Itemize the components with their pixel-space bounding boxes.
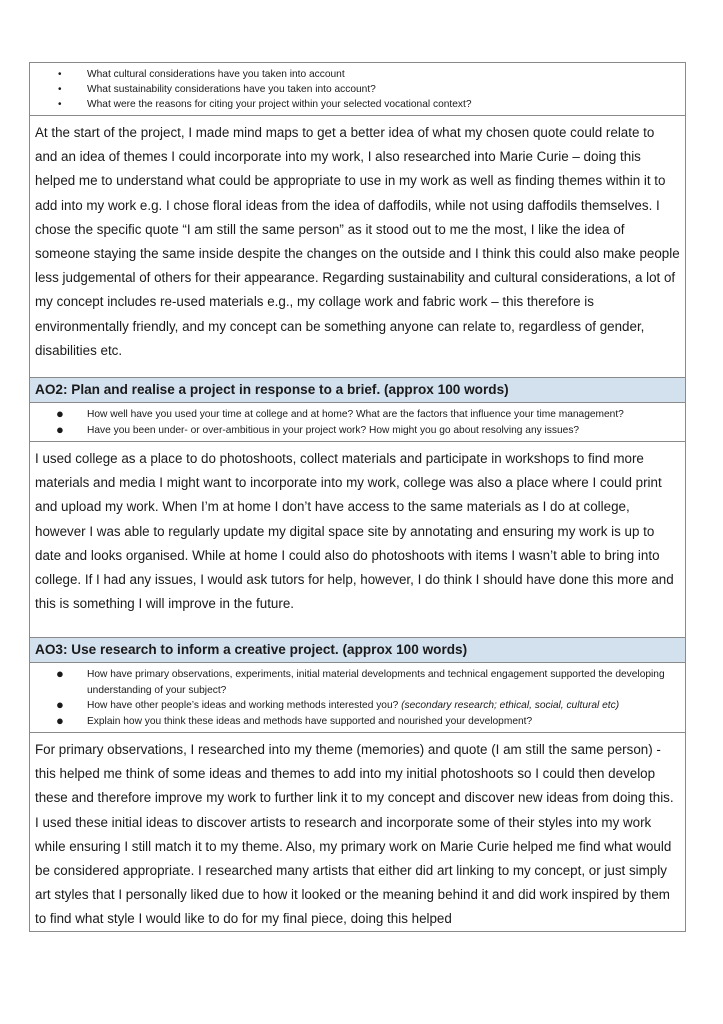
ao1-answer: At the start of the project, I made mind maps to get a better idea of what my chosen quote could relate to and an idea of themes I could incorporate into my work, I also researched into Marie Curie – doing this helped me to understand what could be appropriate to use in my work as well as finding themes within it to add into my work e.g. I chose floral ideas from the idea of daffodils, while not using daffodils themselves. I chose the specific quote “I am still the same person” as it stood out to me the most, I like the idea of someone staying the same inside despite the changes on the outside and I think this could also make people less judgemental of others for their appearance. Regarding sustainability and cultural considerations, a lot of my concept includes re-used materials e.g., my collage work and fabric work – this therefore is environmentally friendly, and my concept can be something anyone can relate to, regardless of gender, disabilities etc. bbox=[30, 116, 685, 378]
prompt-item: • What were the reasons for citing your project within your selected vocational context? bbox=[58, 99, 472, 110]
ao1-prompts bbox=[30, 63, 685, 116]
bullet-icon: • bbox=[58, 84, 62, 95]
prompt-item: ● How have primary observations, experiments, initial material developments and technical engagement supported the developing understanding of your subject? bbox=[56, 666, 665, 696]
ao3-answer: For primary observations, I researched into my theme (memories) and quote (I am still the same person) - this helped me think of some ideas and themes to add into my initial photoshoots so I could then develop these and therefore improve my work to further link it to my concept and discover new ideas from doing this. I used these initial ideas to discover artists to research and incorporate some of their styles into my work while ensuring I still match it to my theme. Also, my primary work on Marie Curie helped me find what would be considered appropriate. I researched many artists that either did art linking to my concept, or just simply art styles that I personally liked due to how it looked or the meaning behind it and did work inspired by them to find what style I would like to do for my final piece, doing this helped bbox=[35, 742, 674, 927]
prompt-note: (secondary research; ethical, social, cultural etc) bbox=[401, 700, 620, 711]
bullet-icon: ● bbox=[56, 712, 64, 728]
prompt-item: ● How well have you used your time at college and at home? What are the factors that influence your time management? bbox=[56, 406, 624, 421]
bullet-icon: • bbox=[58, 99, 62, 110]
bullet-icon: ● bbox=[56, 666, 64, 681]
bullet-icon: ● bbox=[56, 697, 64, 712]
ao3-heading: AO3: Use research to inform a creative project. (approx 100 words) bbox=[30, 638, 685, 663]
bullet-icon: ● bbox=[56, 421, 64, 437]
ao3-prompts bbox=[30, 663, 685, 733]
ao2-heading: AO2: Plan and realise a project in response to a brief. (approx 100 words) bbox=[30, 378, 685, 403]
prompt-item: • What sustainability considerations have you taken into account? bbox=[58, 84, 376, 95]
bullet-icon: ● bbox=[56, 406, 64, 421]
prompt-item: ● Have you been under- or over-ambitious in your project work? How might you go about resolving any issues? bbox=[56, 421, 580, 437]
prompt-item: ● How have other people’s ideas and working methods interested you? (secondary research; ethical, social, cultural etc) bbox=[56, 697, 620, 712]
ao2-answer: I used college as a place to do photoshoots, collect materials and participate in workshops to find more materials and media I might want to incorporate into my work, college was also a place where I could print and upload my work. When I’m at home I don’t have access to the same materials as I do at college, however I was able to regularly update my digital space site by annotating and ensuring my work is up to date and looks organised. While at home I could also do photoshoots with items I wasn’t able to bring into college. If I had any issues, I would ask tutors for help, however, I do think I should have done this more and this is something I will improve in the future. bbox=[30, 442, 685, 638]
prompt-item: • What cultural considerations have you taken into account bbox=[58, 69, 345, 80]
ao2-prompts bbox=[30, 403, 685, 442]
prompt-item: ● Explain how you think these ideas and methods have supported and nourished your development? bbox=[56, 712, 533, 728]
reflection-table bbox=[29, 62, 686, 932]
bullet-icon: • bbox=[58, 69, 62, 80]
